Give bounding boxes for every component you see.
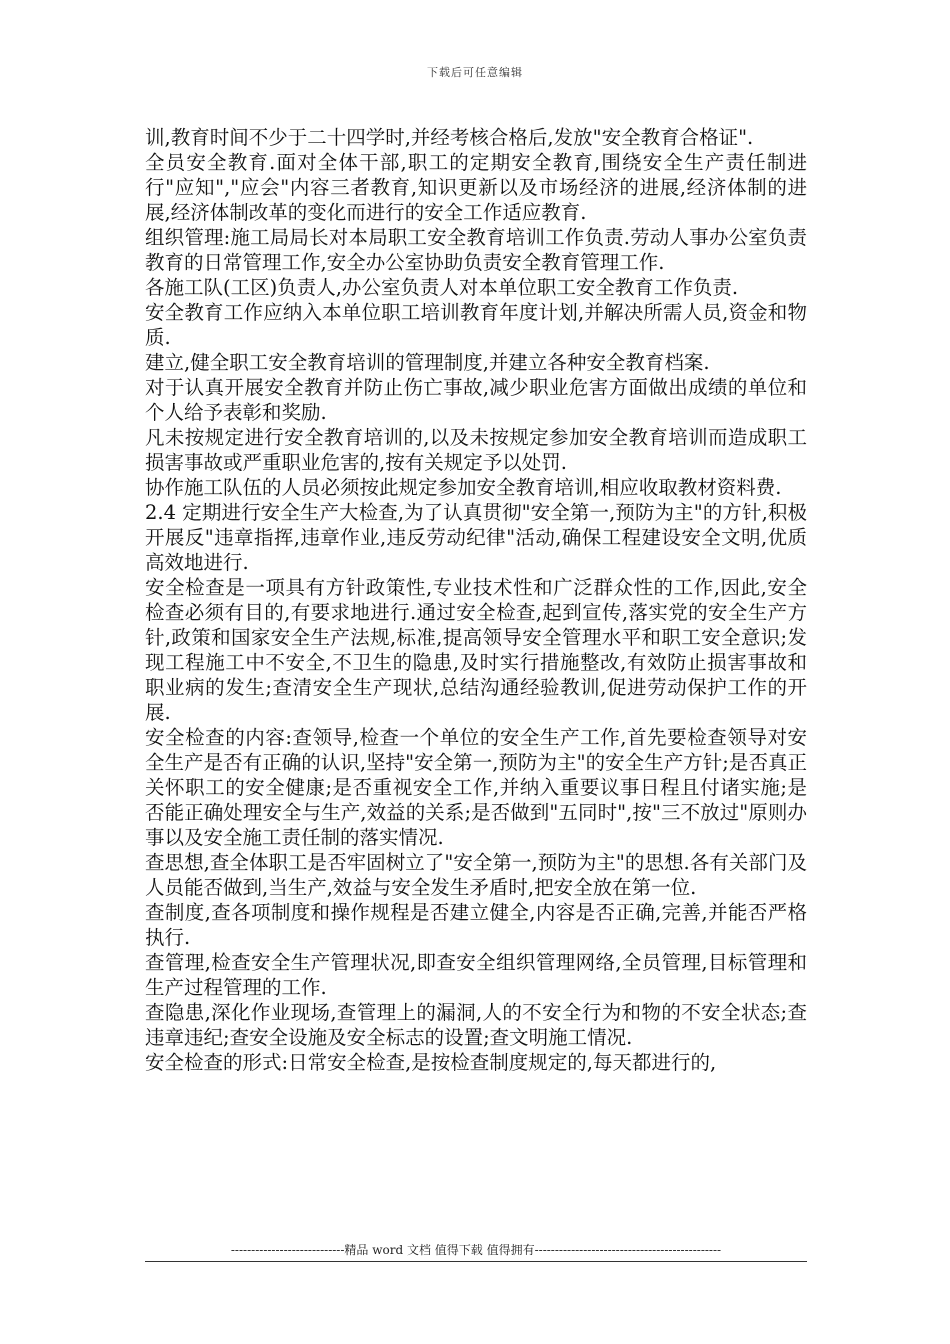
paragraph: 训,教育时间不少于二十四学时,并经考核合格后,发放"安全教育合格证". [145,126,754,149]
page-footer: ----------------------------精品 word 文档 值得下载 值得拥有---------------------------------------------- [230,1243,722,1257]
paragraph: 查制度,查各项制度和操作规程是否建立健全,内容是否正确,完善,并能否严格执行. [145,901,807,949]
paragraph: 安全检查是一项具有方针政策性,专业技术性和广泛群众性的工作,因此,安全检查必须有目的,有要求地进行.通过安全检查,起到宣传,落实党的安全生产方针,政策和国家安全生产法规,标准,提高领导安全管理水平和职工安全意识;发现工程施工中不安全,不卫生的隐患,及时实行措施整改,有效防止损害事故和职业病的发生;查清安全生产现状,总结沟通经验教训,促进劳动保护工作的开展. [145,576,807,724]
paragraph: 安全检查的形式:日常安全检查,是按检查制度规定的,每天都进行的, [145,1051,717,1074]
page-header: 下载后可任意编辑 [427,66,523,79]
paragraph: 组织管理:施工局局长对本局职工安全教育培训工作负责.劳动人事办公室负责教育的日常管理工作,安全办公室协助负责安全教育管理工作. [145,226,807,274]
paragraph: 对于认真开展安全教育并防止伤亡事故,减少职业危害方面做出成绩的单位和个人给予表彰和奖励. [145,376,807,424]
document-body [145,125,807,1075]
paragraph: 查思想,查全体职工是否牢固树立了"安全第一,预防为主"的思想.各有关部门及人员能否做到,当生产,效益与安全发生矛盾时,把安全放在第一位. [145,851,807,899]
paragraph: 协作施工队伍的人员必须按此规定参加安全教育培训,相应收取教材资料费. [145,476,782,499]
paragraph: 各施工队(工区)负责人,办公室负责人对本单位职工安全教育工作负责. [145,276,739,299]
paragraph: 安全检查的内容:查领导,检查一个单位的安全生产工作,首先要检查领导对安全生产是否有正确的认识,坚持"安全第一,预防为主"的安全生产方针;是否真正关怀职工的安全健康;是否重视安全工作,并纳入重要议事日程且付诸实施;是否能正确处理安全与生产,效益的关系;是否做到"五同时",按"三不放过"原则办事以及安全施工责任制的落实情况. [145,726,807,849]
paragraph: 建立,健全职工安全教育培训的管理制度,并建立各种安全教育档案. [145,351,710,374]
paragraph: 查隐患,深化作业现场,查管理上的漏洞,人的不安全行为和物的不安全状态;查违章违纪;查安全设施及安全标志的设置;查文明施工情况. [145,1001,807,1049]
paragraph: 凡未按规定进行安全教育培训的,以及未按规定参加安全教育培训而造成职工损害事故或严重职业危害的,按有关规定予以处罚. [145,426,807,474]
paragraph: 全员安全教育.面对全体干部,职工的定期安全教育,围绕安全生产责任制进行"应知","应会"内容三者教育,知识更新以及市场经济的进展,经济体制的进展,经济体制改革的变化而进行的安全工作适应教育. [145,151,807,224]
footer-divider [145,1261,807,1262]
paragraph: 2.4 定期进行安全生产大检查,为了认真贯彻"安全第一,预防为主"的方针,积极开展反"违章指挥,违章作业,违反劳动纪律"活动,确保工程建设安全文明,优质高效地进行. [145,501,807,574]
paragraph: 查管理,检查安全生产管理状况,即查安全组织管理网络,全员管理,目标管理和生产过程管理的工作. [145,951,807,999]
paragraph: 安全教育工作应纳入本单位职工培训教育年度计划,并解决所需人员,资金和物质. [145,301,807,349]
